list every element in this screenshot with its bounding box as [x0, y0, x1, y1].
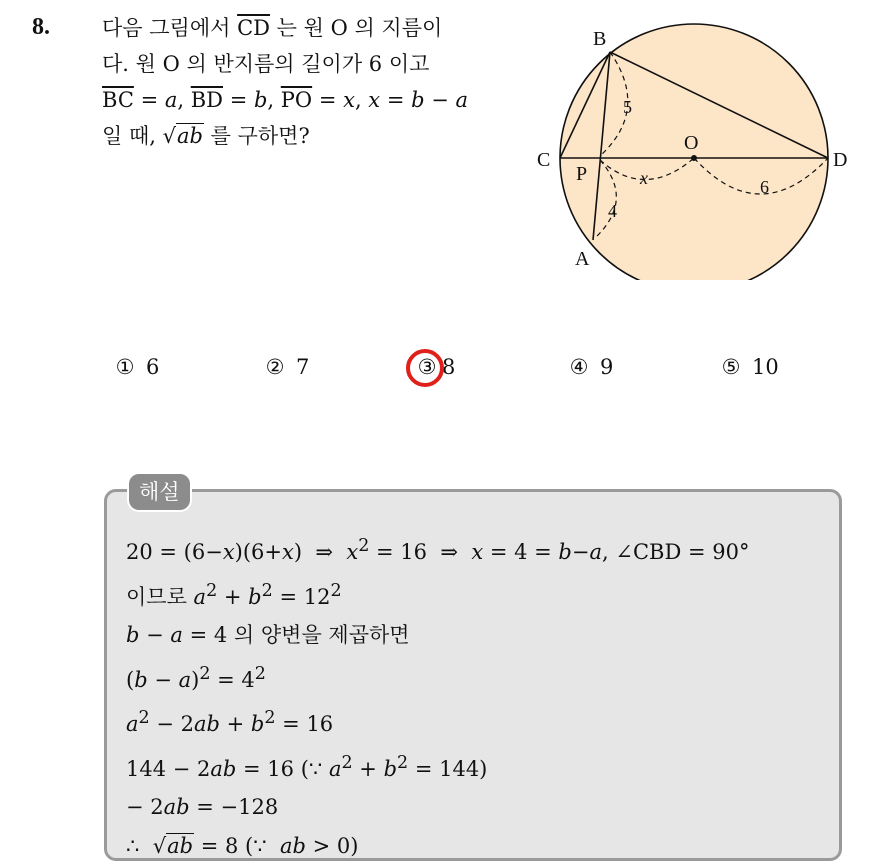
- choice-4[interactable]: [566, 354, 613, 380]
- question-number: 8.: [32, 14, 50, 40]
- geometry-figure: [530, 20, 860, 280]
- question-text: [102, 10, 522, 154]
- choice-value: 7: [296, 355, 310, 379]
- solution-line: − 2ab = −128: [126, 795, 279, 819]
- solution-line: ∴ √ab = 8 (∵ ab > 0): [126, 833, 359, 858]
- question-line-4: 일 때, √ab 를 구하면?: [102, 124, 310, 148]
- choice-number: ①: [115, 355, 135, 379]
- choice-number: ③: [417, 355, 437, 379]
- solution-line: 20 = (6−x)(6+x) ⇒ $x^2 = 16$ ⇒ x = 4 = b−a, ∠CBD = 90°: [126, 536, 750, 564]
- answer-mark-circle: [406, 349, 444, 387]
- answer-choices: [112, 354, 812, 390]
- choice-5[interactable]: [718, 354, 779, 380]
- choice-value: 9: [600, 355, 614, 379]
- choice-value: 6: [146, 355, 160, 379]
- question-line-3: $\overline{BC} = a$, $\overline{BD} = b$, $\overline{PO} = x$, x = b − a: [102, 88, 469, 112]
- choice-3[interactable]: [414, 354, 455, 380]
- solution-tag: 해설: [127, 472, 192, 512]
- choice-2[interactable]: [262, 354, 309, 380]
- label-c: C: [537, 149, 551, 171]
- solution-line: 144 − 2ab = 16 (∵ $a^2 + b^2 = 144$): [126, 752, 488, 781]
- label-d: D: [833, 149, 848, 171]
- label-b: B: [593, 28, 607, 50]
- length-po: x: [640, 168, 648, 188]
- choice-number: ④: [569, 355, 589, 379]
- label-o: O: [684, 132, 699, 154]
- length-od: 6: [760, 177, 769, 197]
- center-dot-o: [691, 155, 697, 161]
- choice-number: ②: [265, 355, 285, 379]
- length-pa: 4: [608, 201, 617, 221]
- label-p: P: [576, 163, 588, 185]
- question-line-1: 다음 그림에서 $\overline{CD}$ 는 원 O 의 지름이: [102, 16, 443, 40]
- label-a: A: [575, 248, 590, 270]
- choice-value: 8: [442, 355, 456, 379]
- question-line-2: 다. 원 O 의 반지름의 길이가 6 이고: [102, 52, 430, 76]
- solution-line: $a^2 - 2ab + b^2 = 16$: [126, 708, 334, 736]
- solution-line: b − a = 4 의 양변을 제곱하면: [126, 623, 410, 647]
- solution-line: $(b - a)^2 = 4^2$: [126, 663, 266, 692]
- choice-1[interactable]: [112, 354, 159, 380]
- choice-value: 10: [752, 355, 779, 379]
- choice-number: ⑤: [721, 355, 741, 379]
- solution-lines: [126, 527, 749, 865]
- length-pb: 5: [623, 97, 632, 117]
- solution-line: 이므로 $a^2 + b^2 = 12^2$: [126, 580, 342, 609]
